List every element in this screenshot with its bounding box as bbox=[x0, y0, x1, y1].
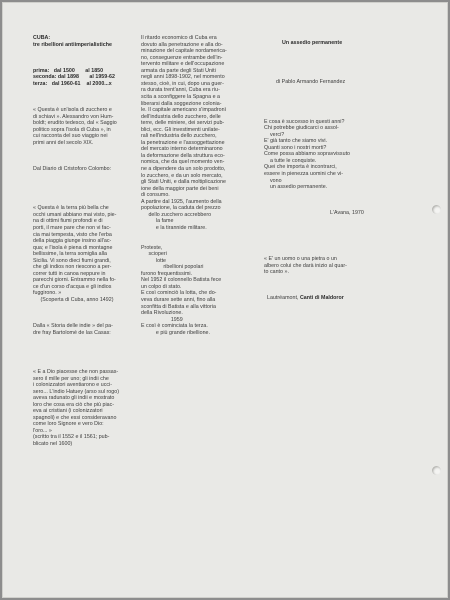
binder-hole-top bbox=[432, 205, 441, 214]
binder-hole-bottom bbox=[432, 466, 441, 475]
columbus-diary-text: « Questa è la terra più bella che occhi umani abbiano mai visto, pie- na di ottimi fiumi profondi e di porti, il mare pare che non vi fac- cia mai tempesta, visto che l'erba della piaggia giunge insino all'ac- qua; e l'isola è piena di montagne bellissime, la terra somiglia alla Sicilia. Vi sono dieci fiumi grandi, che gli indios non riescono a per- correr tutti in canoa neppure in parecchi giorni. Entrammo nella fo- ce d'un corso d'acqua e gli indios fuggirono. » (Scoperta di Cuba, anno 1492) bbox=[33, 205, 117, 303]
columbus-diary-title: Dal Diario di Cristoforo Colombo: bbox=[33, 166, 112, 173]
poem-text: E cosa è successo in questi anni? Chi potrebbe giudicarci o assol- verci? E' già tanto che siamo vivi. Quanti sono i nostri morti? Come possa abbiamo sopravvissuto a tutte le conquiste. Quei che importa è incontrarci, essere in pienezza uomini che vi- vono un assedio permanente. bbox=[264, 118, 351, 191]
humboldt-quote: « Questa è un'isola di zucchero e di schiavi ». Alessandro von Hum- boldt; erudito tedesco, dal « Saggio politico sopra l'isola di Cuba », in cui racconta del suo viaggio nei primi anni del secolo XIX. bbox=[33, 107, 117, 146]
cuba-heading: CUBA: tre ribellioni antiimperialistiche bbox=[33, 35, 112, 48]
right-column bbox=[264, 27, 389, 315]
lautreamont-quote: « E' un uomo o una pietra o un albero colui che darà inizio al quar- to canto ». bbox=[264, 256, 347, 276]
las-casas-text: « E a Dio piacesse che non passas- sero il mille per uno; gli indii che i colonizzatori aventiarono e ucci- sero... L'indio Hatuey (arso sul rogo) aveva radunato gli indii e mostrato loro che cosa era ciò che più piac- eva ai cristiani (i colonizzatori spagnoli) e che essi consideravano come loro Signore e vero Dio: l'oro... » (scritto tra il 1552 e il 1561; pub- blicato nel 1600) bbox=[33, 368, 119, 447]
attribution-author: Lautréamont, bbox=[267, 295, 299, 302]
left-column bbox=[33, 22, 158, 467]
rebellion-periods: prima: dal 1500 al 1850 seconda: dal 1898 al 1959-62 terza: dal 1960-61 al 2000...x bbox=[33, 67, 115, 87]
rebellion-verse: Proteste, scioperi lotte ribellioni popolari furono frequentissimi. Nel 1952 il colonnello Batista fece un colpo di stato. E così cominciò la lotta, che do- veva durare sette anni, fino alla sconfitta di Batista e alla vittoria della Rivoluzione. 1959 E così è cominciata la terza. e più grande ribellione. bbox=[141, 244, 222, 336]
poem-place-date: L'Avana, 1970 bbox=[330, 210, 364, 217]
poem-title: Un assedio permanente bbox=[282, 40, 343, 47]
economic-history-text: Il ritardo economico di Cuba era dovuto alla penetrazione e alla do- minazione del capitale nordamerica- no, conseguenze entrambe dell'in- tervento militare e dell'occupazione armata da parte degli Stati Uniti negli anni 1898-1902, nel momento stesso, cioè, in cui, dopo una guer- ra durata trent'anni, Cuba era riu- scita a sconfiggere la Spagna e a liberarsi dalla soggezione colonia- le. Il capitale americano s'impadronì dell'industria dello zucchero, delle terre, delle miniere, dei servizi pub- blici, ecc. Gli investimenti unilate- rali nell'industria dello zucchero, la penetrazione e l'assoggettazione del mercato interno determinarono la deformazione della struttura eco- nomica, che da quel momento ven- ne a dipendere da un solo prodotto, lo zucchero, e da un solo mercato, gli Stati Uniti, e dalla moltiplicazione ione della maggior parte dei beni di consumo. A partire dal 1925, l'aumento della popolazione, la caduta del prezzo dello zucchero accrebbero la fame e la tirannide militare. bbox=[141, 35, 227, 231]
poem-author: di Pablo Armando Fernandez bbox=[276, 79, 346, 86]
page-sheet bbox=[2, 2, 448, 598]
attribution-work: Canti di Maldoror bbox=[299, 295, 344, 302]
quote-attribution bbox=[264, 295, 389, 302]
las-casas-title: Dalla « Storia delle indie » del pa- dre fray Bartolomé de las Casas: bbox=[33, 323, 113, 336]
middle-column bbox=[141, 22, 266, 349]
